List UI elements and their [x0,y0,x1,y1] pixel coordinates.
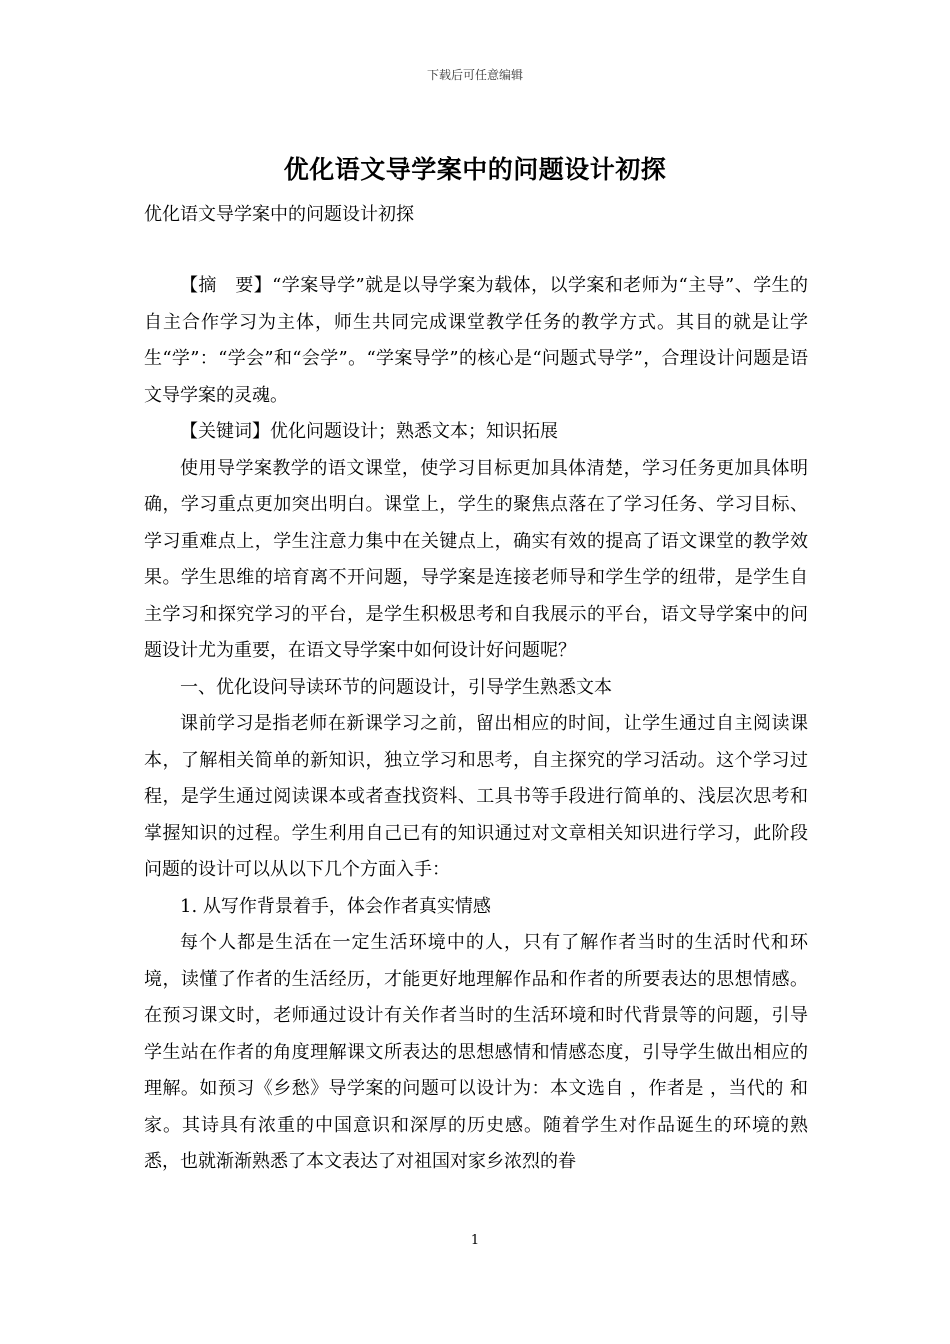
keywords-paragraph: 【关键词】优化问题设计；熟悉文本；知识拓展 [180,421,558,442]
body-paragraph: 使用导学案教学的语文课堂，使学习目标更加具体清楚，学习任务更加具体明确，学习重点更加突出明白。课堂上，学生的聚焦点落在了学习任务、学习目标、学习重难点上，学生注意力集中在关键点上，确实有效的提高了语文课堂的教学效果。学生思维的培育离不开问题，导学案是连接老师导和学生学的纽带，是学生自主学习和探究学习的平台，是学生积极思考和自我展示的平台，语文导学案中的问题设计尤为重要，在语文导学案中如何设计好问题呢？ [144,457,808,661]
document-title: 优化语文导学案中的问题设计初探 [283,155,667,184]
subsection-heading: 1. 从写作背景着手，体会作者真实情感 [180,895,491,917]
page-number: 1 [470,1233,480,1248]
abstract-paragraph: 【摘 要】“学案导学”就是以导学案为载体，以学案和老师为“主导”、学生的自主合作学习为主体，师生共同完成课堂教学任务的教学方式。其目的就是让学生“学”：“学会”和“会学”。“学案导学”的核心是“问题式导学”，合理设计问题是语文导学案的灵魂。 [144,275,808,406]
section-heading: 一、优化设问导读环节的问题设计，引导学生熟悉文本 [180,676,612,698]
body-paragraph: 课前学习是指老师在新课学习之前，留出相应的时间，让学生通过自主阅读课本，了解相关简单的新知识，独立学习和思考，自主探究的学习活动。这个学习过程，是学生通过阅读课本或者查找资料、工具书等手段进行简单的、浅层次思考和掌握知识的过程。学生利用自己已有的知识通过对文章相关知识进行学习，此阶段问题的设计可以从以下几个方面入手： [144,713,808,880]
document-subtitle: 优化语文导学案中的问题设计初探 [144,204,414,225]
body-paragraph: 每个人都是生活在一定生活环境中的人，只有了解作者当时的生活时代和环境，读懂了作者的生活经历，才能更好地理解作品和作者的所要表达的思想情感。在预习课文时，老师通过设计有关作者当时的生活环境和时代背景等的问题，引导学生站在作者的角度理解课文所表达的思想感情和情感态度，引导学生做出相应的理解。如预习《乡愁》导学案的问题可以设计为：本文选自 ，作者是 ，当代的 和 家。其诗具有浓重的中国意识和深厚的历史感。随着学生对作品诞生的环境的熟悉，也就渐渐熟悉了本文表达了对祖国对家乡浓烈的眷 [144,932,808,1172]
header-note: 下载后可任意编辑 [426,68,523,82]
document-body [144,268,808,1181]
